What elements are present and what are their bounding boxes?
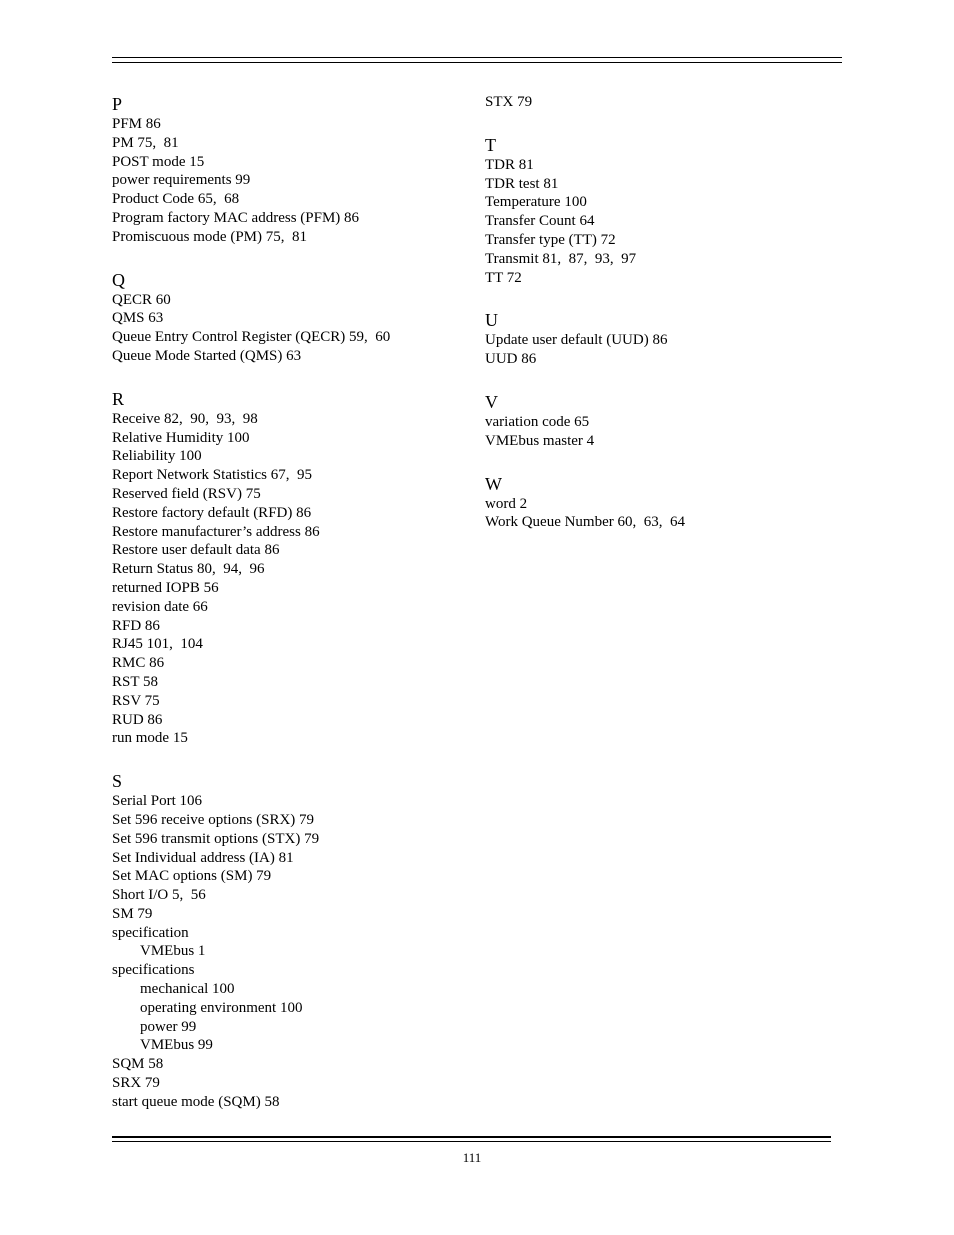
index-section	[112, 770, 472, 1112]
index-entry: Set MAC options (SM) 79	[112, 868, 272, 885]
index-letter-heading: R	[112, 388, 125, 409]
header-rule-bottom	[112, 62, 842, 63]
footer-rule-thin	[112, 1141, 831, 1142]
index-letter-heading: U	[485, 310, 498, 331]
index-entry: Promiscuous mode (PM) 75, 81	[112, 228, 307, 245]
index-entry: specifications	[112, 962, 195, 979]
index-entry: PFM 86	[112, 116, 161, 132]
index-entry: PM 75, 81	[112, 134, 179, 151]
index-subentry: operating environment 100	[140, 999, 303, 1016]
index-entry: Restore user default data 86	[112, 542, 280, 559]
index-letter-heading: W	[485, 473, 502, 494]
index-entry: Short I/O 5, 56	[112, 887, 206, 904]
index-entry: Transfer type (TT) 72	[485, 231, 616, 248]
index-entry: RSV 75	[112, 692, 160, 709]
index-section	[485, 309, 845, 369]
index-section	[485, 473, 845, 533]
index-section	[112, 269, 472, 366]
index-entry: QECR 60	[112, 291, 171, 308]
index-entry: SM 79	[112, 905, 153, 922]
index-entry: RJ45 101, 104	[112, 636, 203, 653]
page-number: 111	[462, 1150, 482, 1165]
index-entry: Update user default (UUD) 86	[485, 332, 668, 349]
index-letter-heading: V	[485, 391, 498, 412]
index-entry: Serial Port 106	[112, 793, 202, 810]
index-entry: TDR 81	[485, 156, 534, 173]
footer-rule-thick	[112, 1136, 831, 1138]
index-entry: Set 596 transmit options (STX) 79	[112, 830, 320, 847]
index-entry: RUD 86	[112, 711, 163, 728]
index-entry: RFD 86	[112, 617, 160, 634]
index-entry: revision date 66	[112, 598, 208, 615]
index-entry: Restore factory default (RFD) 86	[112, 504, 312, 521]
index-entry: variation code 65	[485, 413, 590, 430]
index-subentry: power 99	[140, 1018, 197, 1035]
index-subentry: mechanical 100	[140, 981, 235, 998]
index-section	[112, 93, 472, 247]
index-entry: Work Queue Number 60, 63, 64	[485, 514, 686, 531]
index-letter-heading: S	[112, 771, 123, 792]
index-entry: POST mode 15	[112, 153, 205, 170]
index-entry: Return Status 80, 94, 96	[112, 561, 265, 578]
index-entry: Queue Mode Started (QMS) 63	[112, 347, 302, 364]
index-entry: UUD 86	[485, 351, 537, 368]
index-entry: specification	[112, 924, 189, 941]
index-letter-heading: Q	[112, 269, 125, 290]
index-column-left	[112, 93, 472, 1112]
index-entry: Relative Humidity 100	[112, 429, 250, 446]
header-rule-top	[112, 57, 842, 58]
index-entry: Queue Entry Control Register (QECR) 59, 60	[112, 329, 391, 346]
index-entry: word 2	[485, 495, 528, 512]
index-entry: run mode 15	[112, 730, 188, 747]
index-section	[112, 388, 472, 748]
index-entry: Set Individual address (IA) 81	[112, 849, 294, 866]
index-entry: Set 596 receive options (SRX) 79	[112, 811, 315, 828]
index-section	[485, 93, 845, 112]
index-entry: SRX 79	[112, 1075, 160, 1092]
index-entry: QMS 63	[112, 310, 164, 327]
index-entry: SQM 58	[112, 1056, 164, 1073]
index-entry: Product Code 65, 68	[112, 191, 240, 208]
index-letter-heading: P	[112, 94, 123, 114]
index-entry: Reliability 100	[112, 448, 202, 465]
index-entry: Restore manufacturer’s address 86	[112, 523, 320, 540]
index-subentry: VMEbus 99	[140, 1037, 213, 1054]
index-entry: start queue mode (SQM) 58	[112, 1093, 280, 1110]
index-entry: STX 79	[485, 94, 533, 110]
index-entry: power requirements 99	[112, 172, 251, 189]
index-letter-heading: T	[485, 134, 496, 155]
index-entry: TDR test 81	[485, 175, 559, 192]
index-column-right	[485, 93, 845, 532]
index-entry: Program factory MAC address (PFM) 86	[112, 209, 360, 226]
index-section	[485, 134, 845, 288]
index-entry: RMC 86	[112, 655, 165, 672]
index-entry: VMEbus master 4	[485, 432, 595, 449]
index-entry: Transfer Count 64	[485, 213, 595, 230]
index-entry: Report Network Statistics 67, 95	[112, 467, 312, 484]
index-entry: TT 72	[485, 269, 522, 286]
index-entry: Receive 82, 90, 93, 98	[112, 410, 258, 427]
index-entry: Transmit 81, 87, 93, 97	[485, 250, 637, 267]
index-section	[485, 391, 845, 451]
index-subentry: VMEbus 1	[140, 943, 206, 960]
index-entry: Reserved field (RSV) 75	[112, 485, 261, 502]
index-entry: returned IOPB 56	[112, 579, 219, 596]
index-entry: RST 58	[112, 673, 158, 690]
index-entry: Temperature 100	[485, 194, 587, 211]
